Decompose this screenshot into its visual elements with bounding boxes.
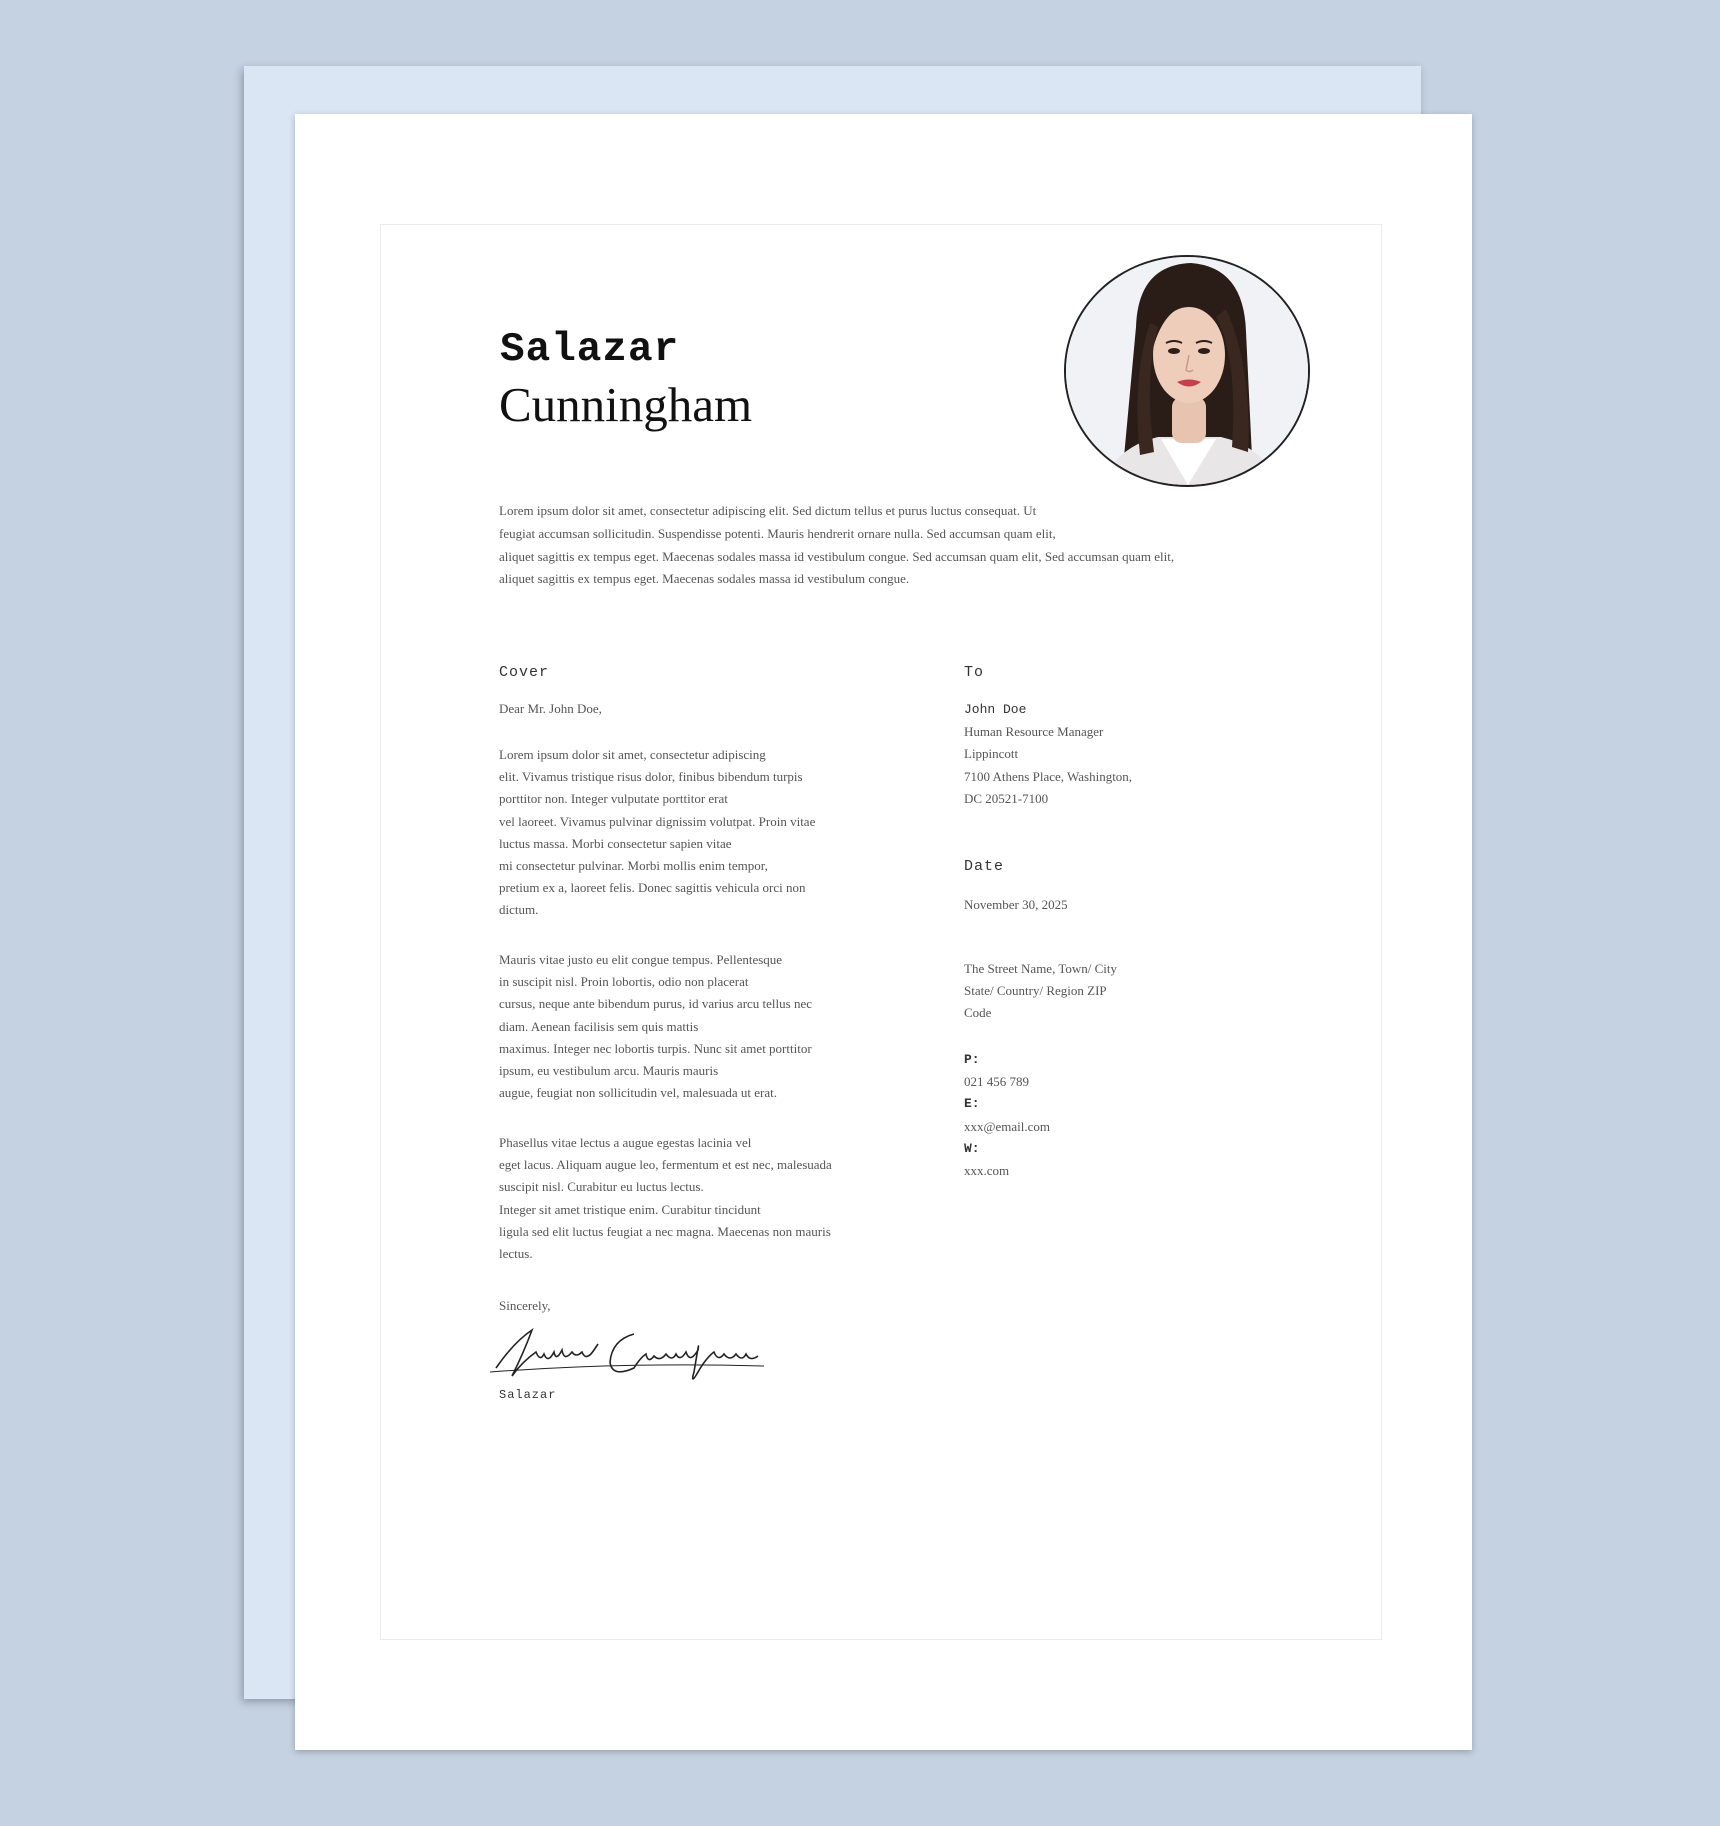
email-row bbox=[964, 1093, 1050, 1137]
intro-paragraph bbox=[499, 500, 1279, 591]
sender-address-line-2: State/ Country/ Region ZIP bbox=[964, 983, 1107, 999]
paragraph-line: mi consectetur pulvinar. Morbi mollis enim tempor, bbox=[499, 858, 768, 874]
last-name: Cunningham bbox=[499, 377, 753, 432]
recipient-name: John Doe bbox=[964, 702, 1027, 717]
email-value: xxx@email.com bbox=[964, 1118, 1050, 1134]
paragraph-line: luctus massa. Morbi consectetur sapien vitae bbox=[499, 835, 732, 851]
paragraph-line: dictum. bbox=[499, 902, 539, 918]
paragraph-line: vel laoreet. Vivamus pulvinar dignissim volutpat. Proin vitae bbox=[499, 813, 816, 829]
paragraph-line: in suscipit nisl. Proin lobortis, odio non placerat bbox=[499, 974, 749, 990]
recipient-address-2: DC 20521-7100 bbox=[964, 790, 1049, 806]
cover-heading: Cover bbox=[499, 664, 550, 681]
paragraph-line: maximus. Integer nec lobortis turpis. Nunc sit amet porttitor bbox=[499, 1040, 812, 1056]
portrait-illustration bbox=[1066, 257, 1308, 485]
sender-address bbox=[964, 958, 1117, 1025]
closing-text: Sincerely, bbox=[499, 1298, 551, 1313]
contact-block bbox=[964, 1049, 1050, 1182]
paragraph-line: Integer sit amet tristique enim. Curabitur tincidunt bbox=[499, 1201, 761, 1217]
recipient-company: Lippincott bbox=[964, 746, 1019, 762]
paragraph-line: pretium ex a, laoreet felis. Donec sagittis vehicula orci non bbox=[499, 880, 806, 896]
web-row bbox=[964, 1138, 1050, 1182]
intro-line: aliquet sagittis ex tempus eget. Maecenas sodales massa id vestibulum congue. Sed accumsan quam elit, Sed accumsan quam elit, bbox=[499, 548, 1175, 564]
paragraph-line: eget lacus. Aliquam augue leo, fermentum et est nec, malesuada bbox=[499, 1157, 832, 1173]
intro-line: aliquet sagittis ex tempus eget. Maecenas sodales massa id vestibulum congue. bbox=[499, 571, 910, 587]
phone-value: 021 456 789 bbox=[964, 1074, 1029, 1090]
first-name: Salazar bbox=[500, 327, 680, 373]
paragraph-line: lectus. bbox=[499, 1246, 533, 1262]
paragraph-line: suscipit nisl. Curabitur eu luctus lectus. bbox=[499, 1179, 704, 1195]
portrait-photo-icon bbox=[1064, 255, 1310, 487]
greeting bbox=[499, 698, 602, 720]
paragraph-line: elit. Vivamus tristique risus dolor, finibus bibendum turpis bbox=[499, 769, 803, 785]
greeting-text: Dear Mr. John Doe, bbox=[499, 701, 602, 716]
paragraph-line: Phasellus vitae lectus a augue egestas lacinia vel bbox=[499, 1135, 752, 1150]
date-heading: Date bbox=[964, 858, 1005, 875]
recipient-address-1: 7100 Athens Place, Washington, bbox=[964, 768, 1133, 784]
cover-paragraph-2 bbox=[499, 949, 812, 1104]
phone-label: P: bbox=[964, 1052, 980, 1067]
cover-letter-page bbox=[295, 114, 1472, 1750]
cover-paragraph-1 bbox=[499, 744, 815, 922]
paragraph-line: cursus, neque ante bibendum purus, id varius arcu tellus nec bbox=[499, 996, 812, 1012]
signature-name: Salazar bbox=[499, 1388, 557, 1402]
paragraph-line: augue, feugiat non sollicitudin vel, malesuada ut erat. bbox=[499, 1085, 777, 1101]
paragraph-line: Lorem ipsum dolor sit amet, consectetur adipiscing bbox=[499, 747, 766, 762]
to-heading: To bbox=[964, 664, 985, 681]
date-block bbox=[964, 894, 1068, 916]
paragraph-line: ligula sed elit luctus feugiat a nec magna. Maecenas non mauris bbox=[499, 1223, 831, 1239]
closing bbox=[499, 1295, 551, 1317]
email-label: E: bbox=[964, 1096, 980, 1112]
web-value: xxx.com bbox=[964, 1163, 1010, 1179]
signature-icon bbox=[484, 1322, 784, 1388]
recipient-block bbox=[964, 699, 1132, 810]
sender-address-line-1: The Street Name, Town/ City bbox=[964, 961, 1118, 976]
paragraph-line: Mauris vitae justo eu elit congue tempus. Pellentesque bbox=[499, 952, 783, 967]
phone-row bbox=[964, 1049, 1050, 1093]
paragraph-line: diam. Aenean facilisis sem quis mattis bbox=[499, 1018, 699, 1034]
sender-address-line-3: Code bbox=[964, 1005, 992, 1021]
paragraph-line: ipsum, eu vestibulum arcu. Mauris mauris bbox=[499, 1063, 719, 1079]
date-value: November 30, 2025 bbox=[964, 897, 1068, 912]
web-label: W: bbox=[964, 1140, 980, 1156]
recipient-title: Human Resource Manager bbox=[964, 724, 1104, 740]
intro-line: feugiat accumsan sollicitudin. Suspendisse potenti. Mauris hendrerit ornare nulla. Sed accumsan quam elit, bbox=[499, 525, 1056, 541]
cover-paragraph-3 bbox=[499, 1132, 832, 1265]
paragraph-line: porttitor non. Integer vulputate porttitor erat bbox=[499, 791, 728, 807]
intro-line: Lorem ipsum dolor sit amet, consectetur adipiscing elit. Sed dictum tellus et purus luctus consequat. Ut bbox=[499, 503, 1037, 518]
